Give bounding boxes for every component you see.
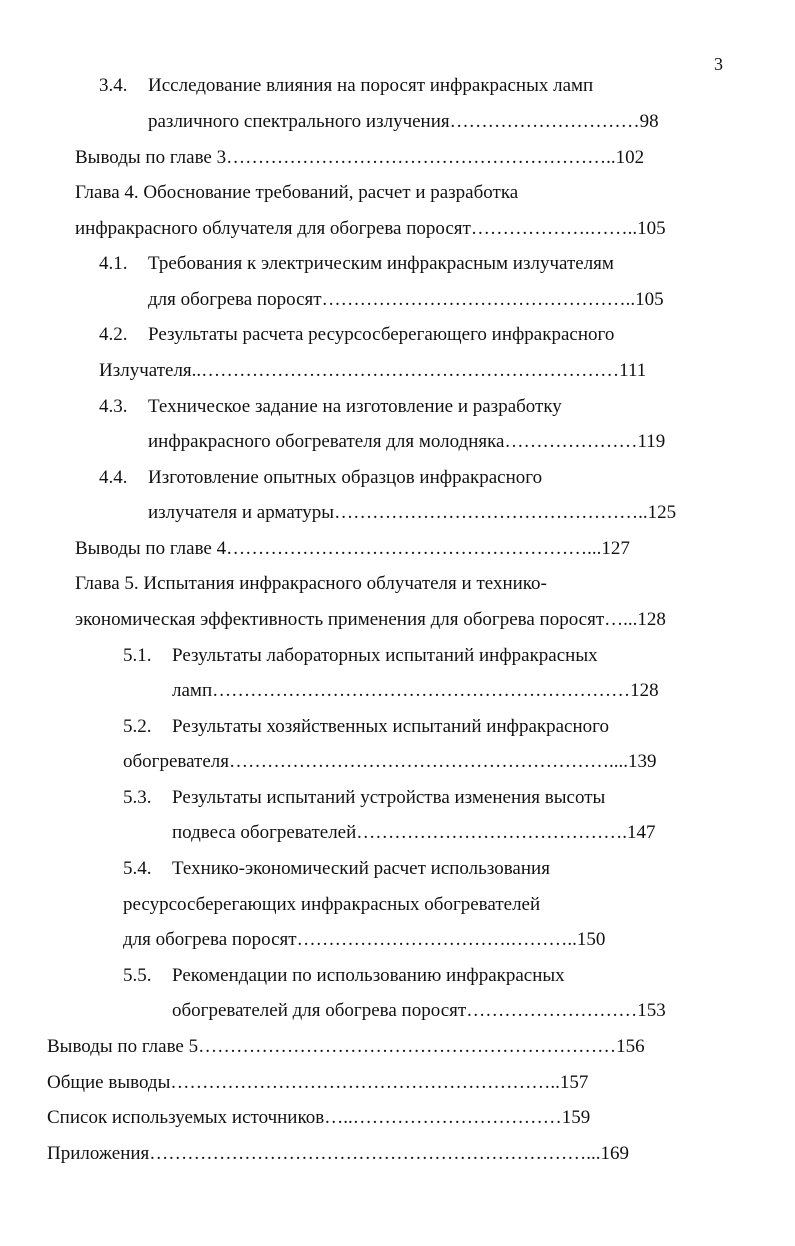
toc-entry-title: Излучателя [99,360,192,381]
toc-entry-title: для обогрева поросят [148,289,322,310]
toc-entry-title: обогревателя [123,751,230,772]
toc-dot-leader: ……………….…….. [470,218,638,239]
toc-dot-leader: ………………………………………………………… [198,1036,617,1057]
toc-page-number: 111 [619,360,647,381]
toc-entry-4-1-line2 [148,288,664,312]
toc-page-number: 119 [637,431,666,452]
toc-entry-5-4-line1 [123,857,550,881]
toc-page-number: 128 [630,680,659,701]
toc-entry-number: 5.4. [123,858,152,879]
toc-entry-5-1-line1 [123,644,598,668]
toc-dot-leader: ………………… [504,431,638,452]
toc-page-number: 128 [637,609,666,630]
toc-entry-conclusions-3 [75,146,644,170]
toc-page-number: 139 [628,751,657,772]
toc-page-number: 105 [637,218,666,239]
toc-entry-number: 3.4. [99,75,128,96]
toc-entry-title: Результаты испытаний устройства изменения высоты [172,787,606,808]
toc-entry-number: 5.2. [123,716,152,737]
toc-dot-leader: …………………………………………………….... [229,751,629,772]
toc-entry-title: Техническое задание на изготовление и разработку [148,396,562,417]
toc-entry-title: Результаты хозяйственных испытаний инфракрасного [172,716,609,737]
toc-page-number: 127 [601,538,630,559]
toc-entry-4-1-line1 [99,252,614,276]
toc-entry-title: Изготовление опытных образцов инфракрасного [148,467,543,488]
toc-chapter-4-line2 [75,217,666,241]
toc-entry-number: 5.3. [123,787,152,808]
toc-entry-5-5-line2 [172,999,666,1023]
toc-page-number: 147 [627,822,656,843]
toc-page-number: 98 [639,111,659,132]
toc-entry-5-4-line2 [123,893,540,917]
toc-entry-5-3-line2 [172,821,656,845]
toc-page-number: 150 [576,929,606,950]
toc-dot-leader: …………………………………………………….. [170,1072,560,1093]
toc-dot-leader: ……………………………………………………………... [149,1143,601,1164]
toc-entry-title: Общие выводы [47,1072,171,1093]
toc-entry-4-2-line1 [99,323,614,347]
toc-dot-leader: ……………………… [466,1000,638,1021]
toc-page-number: 125 [647,502,677,523]
toc-entry-3-4-line2 [148,110,659,134]
toc-chapter-title: экономическая эффективность применения для обогрева поросят [75,609,605,630]
toc-dot-leader: …………………………………………………….. [226,147,616,168]
toc-dot-leader: ..………………………………………………………… [191,360,620,381]
toc-entry-conclusions-4 [75,537,630,561]
toc-dot-leader: …………………………………………………... [226,538,602,559]
toc-entry-5-2-line2 [123,750,657,774]
toc-entry-appendix [47,1142,629,1166]
toc-entry-title: Выводы по главе 4 [75,538,227,559]
toc-entry-sources [47,1106,590,1130]
toc-page-number: 102 [615,147,645,168]
toc-page-number: 156 [616,1036,645,1057]
toc-dot-leader: …... [604,609,638,630]
toc-entry-title: различного спектрального излучения [148,111,450,132]
toc-entry-number: 4.3. [99,396,128,417]
toc-entry-4-4-line1 [99,466,542,490]
toc-entry-title: Рекомендации по использованию инфракрасных [172,965,565,986]
toc-entry-4-2-line2 [99,359,646,383]
toc-entry-4-3-line2 [148,430,665,454]
toc-entry-general-conclusions [47,1071,588,1095]
toc-entry-title: инфракрасного обогревателя для молодняка [148,431,505,452]
toc-entry-title: Технико-экономический расчет использования [172,858,550,879]
toc-dot-leader: ………………………………………………………… [212,680,631,701]
toc-entry-title: Приложения [47,1143,150,1164]
toc-entry-5-5-line1 [123,964,565,988]
toc-entry-number: 5.1. [123,645,152,666]
toc-chapter-title: Глава 5. Испытания инфракрасного облучателя и технико- [75,573,547,594]
toc-chapter-5-line1 [75,572,547,596]
toc-entry-title: Список используемых источников [47,1107,325,1128]
toc-entry-3-4-line1 [99,74,593,98]
toc-dot-leader: …………………………….……….. [296,929,577,950]
toc-dot-leader: …..…………………………… [324,1107,562,1128]
toc-entry-number: 4.2. [99,324,128,345]
toc-chapter-title: инфракрасного облучателя для обогрева поросят [75,218,471,239]
toc-dot-leader: ………………………… [449,111,640,132]
toc-page-number: 105 [635,289,664,310]
toc-page-number: 169 [600,1143,630,1164]
toc-entry-number: 4.1. [99,253,128,274]
toc-entry-title: Исследование влияния на поросят инфракрасных ламп [148,75,594,96]
toc-dot-leader: ………………………………………….. [321,289,636,310]
toc-page-number: 159 [561,1107,591,1128]
toc-entry-5-2-line1 [123,715,609,739]
toc-entry-title: Выводы по главе 5 [47,1036,199,1057]
toc-entry-title: для обогрева поросят [123,929,297,950]
toc-entry-title: подвеса обогревателей [172,822,357,843]
toc-entry-number: 4.4. [99,467,128,488]
toc-entry-title: ламп [172,680,213,701]
toc-entry-4-3-line1 [99,395,562,419]
toc-entry-title: ресурсосберегающих инфракрасных обогревателей [123,894,541,915]
toc-chapter-title: Глава 4. Обоснование требований, расчет и разработка [75,182,519,203]
toc-entry-5-1-line2 [172,679,659,703]
toc-dot-leader: ……………………………………. [356,822,628,843]
toc-chapter-4-line1 [75,181,518,205]
toc-entry-title: излучателя и арматуры [148,502,335,523]
toc-entry-5-4-line3 [123,928,605,952]
toc-entry-title: Требования к электрическим инфракрасным излучателям [148,253,614,274]
toc-page-number: 157 [559,1072,589,1093]
toc-entry-number: 5.5. [123,965,152,986]
toc-entry-title: Результаты расчета ресурсосберегающего инфракрасного [148,324,615,345]
toc-entry-title: обогревателей для обогрева поросят [172,1000,467,1021]
toc-chapter-5-line2 [75,608,666,632]
toc-entry-conclusions-5 [47,1035,645,1059]
toc-page-number: 153 [637,1000,666,1021]
toc-dot-leader: ………………………………………….. [334,502,648,523]
toc-entry-4-4-line2 [148,501,676,525]
toc-entry-5-3-line1 [123,786,605,810]
page-number: 3 [714,54,723,74]
toc-entry-title: Результаты лабораторных испытаний инфракрасных [172,645,598,666]
toc-entry-title: Выводы по главе 3 [75,147,227,168]
